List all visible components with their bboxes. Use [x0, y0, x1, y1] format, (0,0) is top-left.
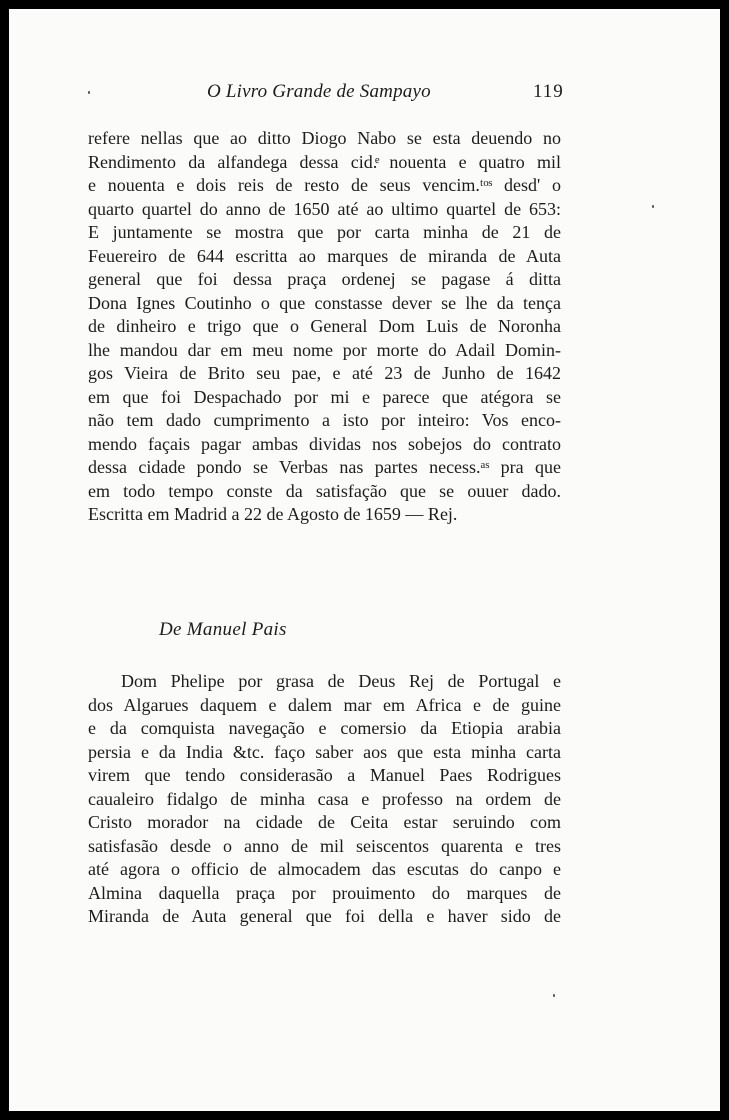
- text-line: Almina daquella praça por prouimento do marques de: [88, 882, 561, 903]
- text-line: Escritta em Madrid a 22 de Agosto de 1659 — Rej.: [88, 504, 458, 524]
- page-number: 119: [533, 81, 564, 102]
- text-line: virem que tendo considerasão a Manuel Paes Rodrigues: [88, 765, 561, 785]
- text-line: satisfasão desde o anno de mil seiscentos quarenta e tres: [88, 835, 561, 856]
- text-line: quarto quartel do anno de 1650 até ao ultimo quartel de 653:: [88, 198, 561, 219]
- text-line: mendo façais pagar ambas dividas nos sobejos do contrato: [88, 433, 561, 454]
- text-line: e nouenta e dois reis de resto de seus vencim.ᵗᵒˢ desd' o: [88, 175, 561, 195]
- text-line: Cristo morador na cidade de Ceita estar seruindo com: [88, 812, 561, 832]
- text-line: em todo tempo conste da satisfação que se ouuer dado.: [88, 480, 561, 501]
- running-head: [9, 81, 720, 111]
- text-line: até agora o officio de almocadem das escutas do canpo e: [88, 859, 561, 879]
- text-line: e da comquista navegação e comersio da Etiopia arabia: [88, 718, 561, 738]
- scan-speck: [553, 994, 555, 997]
- text-line: dos Algarues daquem e dalem mar em Africa e de guine: [88, 694, 561, 715]
- text-line: E juntamente se mostra que por carta minha de 21 de: [88, 222, 561, 242]
- text-line: caualeiro fidalgo de minha casa e professo na ordem de: [88, 788, 561, 809]
- text-line: Dom Phelipe por grasa de Deus Rej de Portugal e: [121, 671, 561, 691]
- scan-speck: [652, 205, 654, 208]
- text-line: persia e da India &tc. faço saber aos que esta minha carta: [88, 741, 561, 762]
- text-line: dessa cidade pondo se Verbas nas partes necess.ᵃˢ pra que: [88, 457, 561, 477]
- text-line: Miranda de Auta general que foi della e haver sido de: [88, 906, 561, 926]
- text-line: Rendimento da alfandega dessa cid.ͤ nouenta e quatro mil: [88, 151, 561, 172]
- paragraph-2: [88, 670, 561, 929]
- text-line: general que foi dessa praça ordenej se pagase á ditta: [88, 269, 561, 289]
- book-page: [9, 9, 720, 1111]
- text-line: Feuereiro de 644 escritta ao marques de miranda de Auta: [88, 245, 561, 266]
- text-line: não tem dado cumprimento a isto por inteiro: Vos enco-: [88, 410, 561, 430]
- paragraph-1: [88, 127, 561, 527]
- running-head-title: O Livro Grande de Sampayo: [207, 81, 431, 102]
- text-line: de dinheiro e trigo que o General Dom Luis de Noronha: [88, 316, 561, 336]
- text-line: lhe mandou dar em meu nome por morte do Adail Domin-: [88, 339, 561, 360]
- text-line: refere nellas que ao ditto Diogo Nabo se esta deuendo no: [88, 128, 561, 148]
- text-line: gos Vieira de Brito seu pae, e até 23 de Junho de 1642: [88, 363, 561, 383]
- section-heading: De Manuel Pais: [159, 619, 287, 640]
- scan-speck: [88, 91, 90, 94]
- text-line: em que foi Despachado por mi e parece que atégora se: [88, 386, 561, 407]
- text-line: Dona Ignes Coutinho o que constasse dever se lhe da tença: [88, 292, 561, 313]
